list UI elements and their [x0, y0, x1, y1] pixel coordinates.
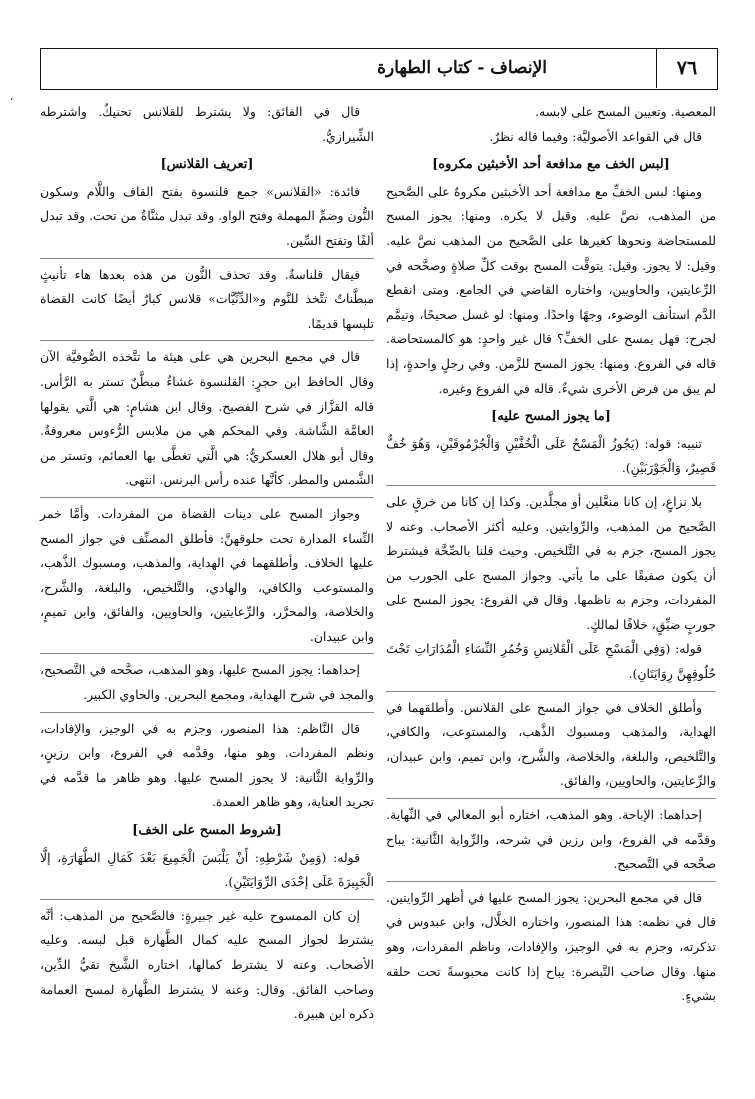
paragraph: قال في الفائق: ولا يشترط للقلانس تحنيكٌ. واشترطه الشِّيرازيُّ.	[40, 104, 374, 144]
divider	[40, 497, 374, 498]
paragraph: فائدة: «القلانس» جمع قلنسوة بفتح القاف واللَّام وسكون النُّون وضمِّ المهملة وفتح الواو. وقد تبدل مثنَّاةٌ من تحت. وقد تبدل ألفًا وتفتح السِّين.	[40, 183, 374, 248]
paragraph: فيقال قلناسةٌ. وقد تحذف النُّون من هذه بعدها هاء تأنيثٍ مبطَّناتٌ تتَّخذ للنَّوم و«الدِّنِّيَّات» قلانس كبارٌ أيضًا كانت القضاة تلبسها قديمًا.	[40, 266, 374, 331]
section-heading: [ما يجوز المسح عليه]	[491, 409, 611, 425]
divider	[386, 798, 716, 799]
left-column	[40, 100, 374, 1027]
paragraph: قال في مجمع البحرين: يجوز المسح عليها في أظهر الرِّوايتين. قال في نظمه: هذا المنصور، واختاره الخلَّال، وابن عبدوس في تذكرته، وجزم به في الوجيز، والإفادات، وناظم المفردات، وهو منها. وقال صاحب التَّبصرة: يباح إذا كانت محبوسةً تحت حلقه بشيءٍ.	[386, 889, 716, 1004]
paragraph: المعصية. وتعيين المسح على لابسه.	[535, 104, 716, 119]
divider	[40, 653, 374, 654]
paragraph: إحداهما: الإباحة. وهو المذهب، اختاره أبو المعالي في النِّهاية. وقدَّمه في الفروع، وابن رزين في شرحه، والرِّواية الثَّانية: يباح صحَّحه في التَّصحيح.	[386, 807, 716, 872]
running-title: الإنصاف - كتاب الطهارة	[377, 58, 547, 78]
divider	[40, 340, 374, 341]
paragraph: بلا نزاعٍ، إن كانا منعَّلين أو مجلَّدين. وكذا إن كانا من خرقٍ على الصَّحيح من المذهب، والرِّوايتين. وعليه أكثر الأصحاب. وعنه لا يجوز المسح، جزم به في التَّلخيص. وحيث قلنا بالصِّحَّة فيشترط أن يكون صفيقًا على ما يأتي. وجواز المسح على الجورب من المفردات، وجزم به ناظمها. وقال في الفروع: يجوز المسح على جوربٍ ضيِّقٍ، خلافًا لمالكٍ.	[386, 493, 716, 632]
paragraph: وجواز المسح على دينات القضاة من المفردات. وأمَّا خمر النِّساء المدارة تحت حلوقهنَّ: فأطلق المصنِّف في جواز المسح عليها الخلاف. وأطلقهما في الهداية، والمذهب، ومسبوك الذَّهب، والمستوعب والكافي، والهادي، والتَّلخيص، والبلغة، والشَّرح، والخلاصة، والمحرَّر، والرِّعايتين، والحاويين، والفائق، وابن تميمٍ، وابن عبيدان.	[40, 505, 374, 644]
section-heading: [تعريف القلانس]	[160, 157, 254, 173]
divider	[386, 485, 716, 486]
divider	[40, 258, 374, 259]
page-header	[40, 48, 718, 90]
paragraph: ومنها: لبس الخفِّ مع مدافعة أحد الأخبثين مكروهٌ على الصَّحيح من المذهب، نصَّ عليه. وقيل لا يكره. ومنها: يجوز المسح للمستحاضة ونحوها كغيرها على الصَّحيح من المذهب نصَّ عليه. وقيل: لا يجوز. وقيل: يتوقَّت المسح بوقت كلِّ صلاةٍ وصحَّحه في الرِّعايتين، والحاويين، واختاره القاضي في الجامع. ومتى انقطع الدَّم استأنف الوضوء، وجهًا واحدًا. ومنها: لو غسل صحيحًا، وتيمَّم لجرح: فهل يمسح على الخفِّ؟ قال غير واحدٍ: هو كالمستحاضة. قاله في الفروع. ومنها: يجوز المسح للزَّمن. وفي رجلٍ واحدةٍ، إذا لم يبق من فرض الأخرى شيءٌ. قاله في الفروع وغيره.	[386, 183, 716, 396]
right-column	[386, 100, 716, 1009]
divider	[386, 691, 716, 692]
paragraph: قال في القواعد الأصوليَّة: وفيما قاله نظرٌ.	[489, 128, 702, 144]
page-number: ٧٦	[656, 49, 717, 88]
paragraph: إحداهما: يجوز المسح عليها، وهو المذهب، صحَّحه في التَّصحيح، والمجد في شرح الهداية، ومجمع البحرين. والحاوي الكبير.	[40, 662, 374, 703]
paragraph: إن كان الممسوح عليه غير جبيرةٍ: فالصَّحيح من المذهب: أنَّه يشترط لجواز المسح عليه كمال الطَّهارة قبل لبسه. وعليه الأصحاب. وعنه لا يشترط كمالها، اختاره الشَّيخ تقيُّ الدِّين، وصاحب الفائق. وقال: وعنه لا يشترط الطَّهارة لمسح العمامة ذكره ابن هبيرة.	[40, 907, 374, 1022]
paragraph: قال النَّاظم: هذا المنصور، وجزم به في الوجيز، والإفادات، ونظم المفردات. وهو منها، وقدَّمه في الفروع، وابن رزينٍ، والرِّواية الثَّانية: لا يجوز المسح عليها. وهو ظاهر ما قدَّمه في تجريد العناية، وهو ظاهر العمدة.	[40, 720, 374, 810]
paragraph: وأطلق الخلاف في جواز المسح على القلانس. وأطلقهما في الهداية، والمذهب ومسبوك الذَّهب، والمستوعب، والكافي، والتَّلخيص، والبلغة، والخلاصة، والشَّرح، وابن تميم، وابن عبيدان، والرِّعايتين، والحاويين، والفائق.	[386, 699, 716, 789]
section-heading: [شروط المسح على الخف]	[132, 823, 282, 839]
paragraph: قوله: (وَمِنْ شَرْطِهِ: أَنْ يَلْبَسَ الْجَمِيعَ بَعْدَ كَمَالِ الطَّهَارَةِ، إلَّا الْجَبِيرَةَ عَلَى إحْدَى الرِّوَايَتَيْنِ).	[40, 849, 374, 890]
paragraph: قوله: (وَفِي الْمَسْحِ عَلَى الْقَلانِسِ وَخُمُرِ النِّسَاءِ الْمُدَارَاتِ تَحْتَ حُلُوقِهِنَّ رِوَايَتَانِ).	[386, 641, 716, 682]
margin-mark: ،	[10, 92, 14, 103]
divider	[40, 899, 374, 900]
paragraph: قال في مجمع البحرين هي على هيئة ما تتَّخذه الصُّوفيَّة الآن وقال الحافظ ابن حجرٍ: القلنسوة غشاءٌ مبطَّنٌ تستر به الرَّأس. قاله القزَّاز في شرح الفصيح. وقال ابن هشامٍ: هي الَّتي يقولها العامَّة الشَّاشة. وفي المحكم هي من ملابس الرُّءوس معروفةٌ. وقال أبو هلال العسكريُّ: هي الَّتي تغطَّى بها العمائم، وتستر من الشَّمس والمطر. كأنَّها عنده رأس البرنس. انتهى.	[40, 349, 374, 488]
divider	[386, 881, 716, 882]
section-heading: [لبس الخف مع مدافعة أحد الأخبثين مكروه]	[432, 157, 670, 173]
paragraph: تنبيه: قوله: (يَجُوزُ الْمَسْحُ عَلَى الْخُفَّيْنِ وَالْجُرْمُوقَيْنِ، وَهُوَ خُفٌّ قَصِيرٌ، وَالْجَوْرَبَيْنِ).	[386, 435, 716, 476]
divider	[40, 712, 374, 713]
